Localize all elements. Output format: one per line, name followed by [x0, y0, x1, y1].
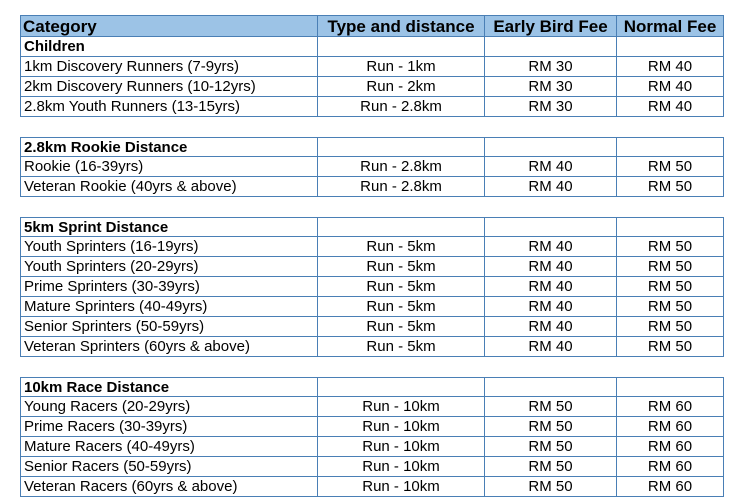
category-cell: 2km Discovery Runners (10-12yrs)	[20, 77, 317, 97]
category-cell: Mature Sprinters (40-49yrs)	[20, 297, 317, 317]
normal-fee-cell: RM 50	[616, 297, 724, 317]
early-fee-cell: RM 50	[484, 457, 616, 477]
table-row	[20, 277, 724, 297]
type-cell: Run - 2km	[317, 77, 484, 97]
early-fee-cell: RM 40	[484, 337, 616, 357]
early-fee-cell: RM 50	[484, 477, 616, 497]
normal-fee-cell: RM 60	[616, 437, 724, 457]
type-cell: Run - 10km	[317, 397, 484, 417]
table-cell	[616, 137, 724, 157]
early-fee-cell: RM 40	[484, 317, 616, 337]
table-row	[20, 77, 724, 97]
table-cell	[484, 37, 616, 57]
category-cell: Veteran Racers (60yrs & above)	[20, 477, 317, 497]
header-early-bird-fee: Early Bird Fee	[484, 15, 616, 37]
section-title: 10km Race Distance	[20, 377, 317, 397]
category-cell: Prime Sprinters (30-39yrs)	[20, 277, 317, 297]
category-cell: Prime Racers (30-39yrs)	[20, 417, 317, 437]
normal-fee-cell: RM 50	[616, 317, 724, 337]
table-cell	[616, 217, 724, 237]
normal-fee-cell: RM 60	[616, 397, 724, 417]
type-cell: Run - 10km	[317, 417, 484, 437]
table-row	[20, 237, 724, 257]
early-fee-cell: RM 40	[484, 257, 616, 277]
early-fee-cell: RM 40	[484, 237, 616, 257]
early-fee-cell: RM 40	[484, 277, 616, 297]
table-cell	[317, 377, 484, 397]
fee-table	[20, 15, 724, 497]
early-fee-cell: RM 40	[484, 297, 616, 317]
type-cell: Run - 2.8km	[317, 97, 484, 117]
table-row	[20, 257, 724, 277]
section-spacer	[20, 357, 724, 377]
category-cell: Rookie (16-39yrs)	[20, 157, 317, 177]
table-cell	[484, 377, 616, 397]
table-row	[20, 417, 724, 437]
type-cell: Run - 10km	[317, 457, 484, 477]
type-cell: Run - 2.8km	[317, 157, 484, 177]
early-fee-cell: RM 50	[484, 397, 616, 417]
header-normal-fee: Normal Fee	[616, 15, 724, 37]
type-cell: Run - 5km	[317, 257, 484, 277]
table-row	[20, 157, 724, 177]
table-row	[20, 457, 724, 477]
category-cell: Senior Racers (50-59yrs)	[20, 457, 317, 477]
type-cell: Run - 5km	[317, 297, 484, 317]
section-spacer	[20, 117, 724, 137]
table-cell	[317, 217, 484, 237]
section-title-row	[20, 137, 724, 157]
normal-fee-cell: RM 50	[616, 237, 724, 257]
section-title: Children	[20, 37, 317, 57]
table-row	[20, 57, 724, 77]
section-title-row	[20, 217, 724, 237]
type-cell: Run - 5km	[317, 337, 484, 357]
type-cell: Run - 10km	[317, 477, 484, 497]
table-row	[20, 437, 724, 457]
header-type-distance: Type and distance	[317, 15, 484, 37]
normal-fee-cell: RM 50	[616, 337, 724, 357]
table-row	[20, 97, 724, 117]
table-cell	[317, 137, 484, 157]
early-fee-cell: RM 50	[484, 417, 616, 437]
category-cell: Youth Sprinters (16-19yrs)	[20, 237, 317, 257]
section-title-row	[20, 377, 724, 397]
category-cell: 2.8km Youth Runners (13-15yrs)	[20, 97, 317, 117]
early-fee-cell: RM 30	[484, 97, 616, 117]
category-cell: 1km Discovery Runners (7-9yrs)	[20, 57, 317, 77]
normal-fee-cell: RM 40	[616, 77, 724, 97]
header-row	[20, 15, 724, 37]
normal-fee-cell: RM 50	[616, 277, 724, 297]
type-cell: Run - 5km	[317, 277, 484, 297]
type-cell: Run - 1km	[317, 57, 484, 77]
normal-fee-cell: RM 60	[616, 417, 724, 437]
category-cell: Veteran Rookie (40yrs & above)	[20, 177, 317, 197]
table-cell	[616, 37, 724, 57]
table-cell	[317, 37, 484, 57]
early-fee-cell: RM 40	[484, 177, 616, 197]
normal-fee-cell: RM 40	[616, 57, 724, 77]
table-row	[20, 397, 724, 417]
category-cell: Youth Sprinters (20-29yrs)	[20, 257, 317, 277]
category-cell: Mature Racers (40-49yrs)	[20, 437, 317, 457]
normal-fee-cell: RM 50	[616, 177, 724, 197]
normal-fee-cell: RM 50	[616, 257, 724, 277]
early-fee-cell: RM 40	[484, 157, 616, 177]
category-cell: Young Racers (20-29yrs)	[20, 397, 317, 417]
section-spacer	[20, 197, 724, 217]
table-row	[20, 297, 724, 317]
section-title-row	[20, 37, 724, 57]
normal-fee-cell: RM 50	[616, 157, 724, 177]
header-category: Category	[20, 15, 317, 37]
type-cell: Run - 10km	[317, 437, 484, 457]
type-cell: Run - 2.8km	[317, 177, 484, 197]
category-cell: Senior Sprinters (50-59yrs)	[20, 317, 317, 337]
section-title: 5km Sprint Distance	[20, 217, 317, 237]
table-row	[20, 317, 724, 337]
table-row	[20, 477, 724, 497]
normal-fee-cell: RM 60	[616, 457, 724, 477]
table-cell	[484, 137, 616, 157]
early-fee-cell: RM 30	[484, 77, 616, 97]
normal-fee-cell: RM 40	[616, 97, 724, 117]
table-cell	[616, 377, 724, 397]
type-cell: Run - 5km	[317, 317, 484, 337]
normal-fee-cell: RM 60	[616, 477, 724, 497]
table-row	[20, 337, 724, 357]
section-title: 2.8km Rookie Distance	[20, 137, 317, 157]
type-cell: Run - 5km	[317, 237, 484, 257]
table-row	[20, 177, 724, 197]
early-fee-cell: RM 50	[484, 437, 616, 457]
table-cell	[484, 217, 616, 237]
early-fee-cell: RM 30	[484, 57, 616, 77]
category-cell: Veteran Sprinters (60yrs & above)	[20, 337, 317, 357]
